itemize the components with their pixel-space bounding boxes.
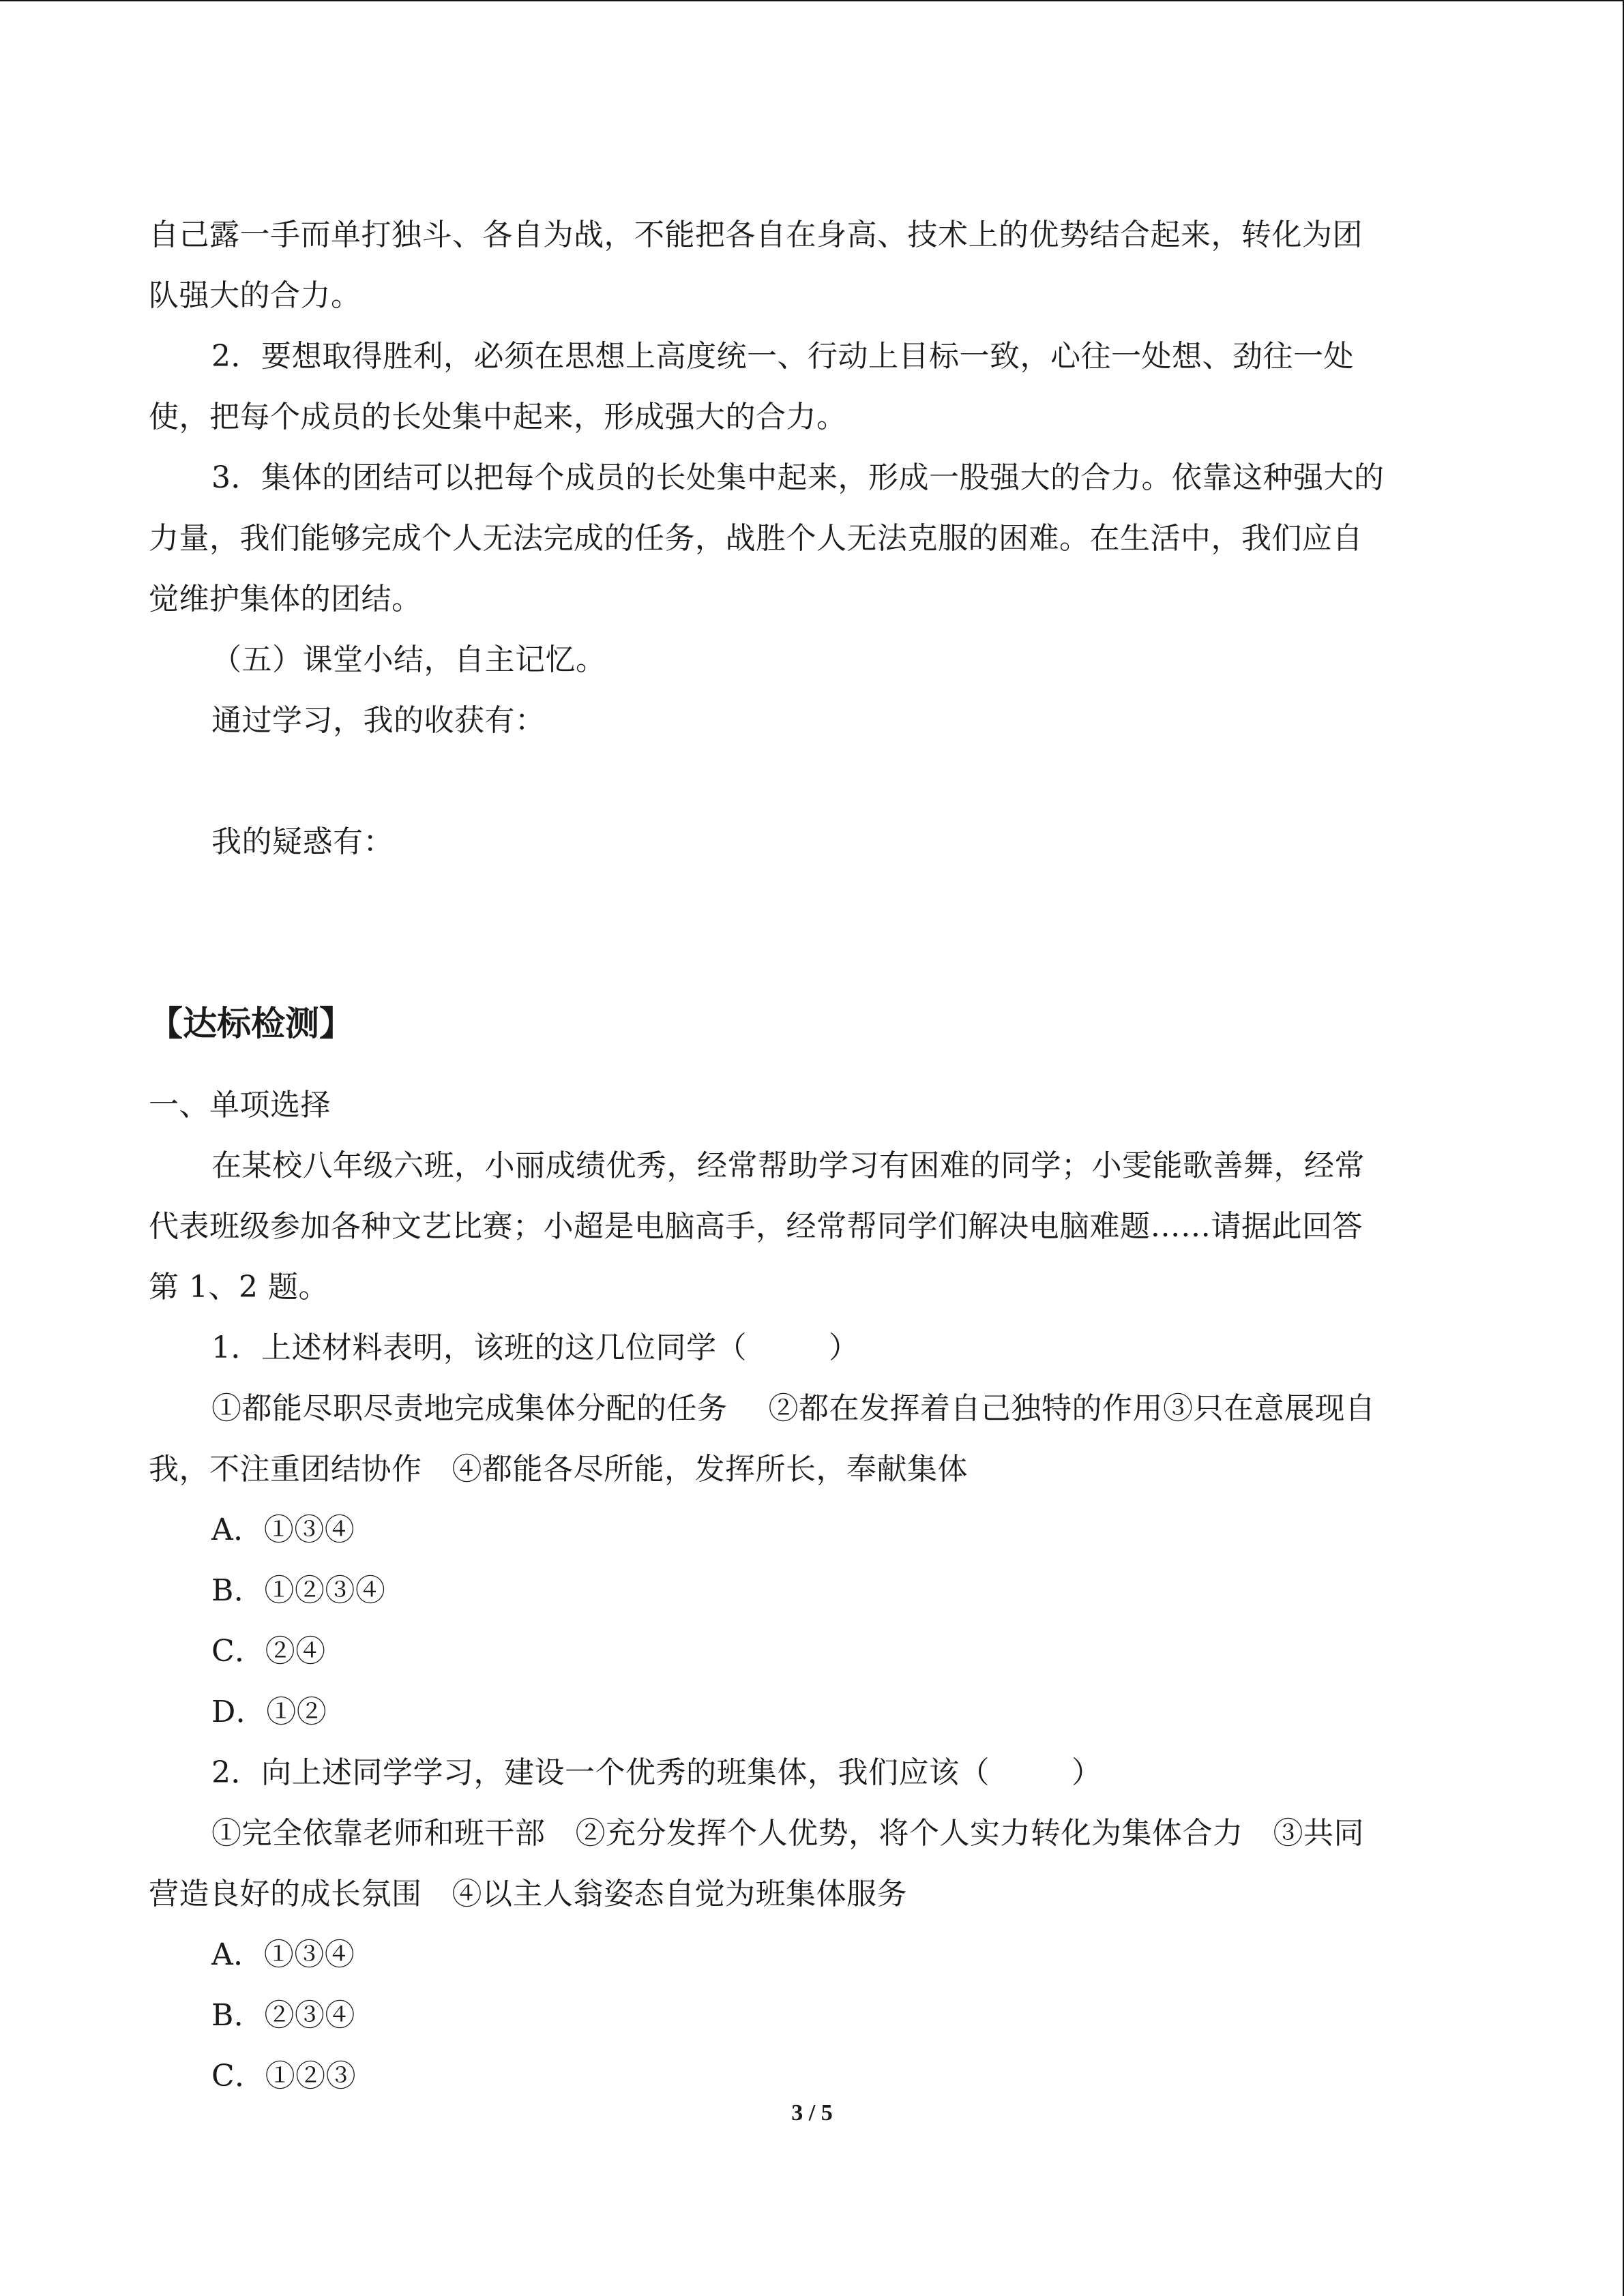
statement: 我，不注重团结协作	[149, 1452, 422, 1487]
choice-option: A．①③④	[211, 1512, 355, 1547]
section-heading: 【达标检测】	[149, 1004, 353, 1043]
question-stem-close: ）	[829, 1330, 859, 1365]
gains-answer-space	[149, 751, 1483, 811]
paragraph-line: 3．集体的团结可以把每个成员的长处集中起来，形成一股强大的合力。依靠这种强大的	[211, 460, 1385, 495]
document-content	[149, 205, 1483, 2106]
page-number: 3 / 5	[791, 2100, 833, 2126]
statement: ②都在发挥着自己独特的作用③只在意展现自	[768, 1391, 1376, 1426]
choice-option: C．①②③	[211, 2059, 357, 2093]
choice-option: B．①②③④	[211, 1573, 386, 1608]
doubts-prompt: 我的疑惑有：	[211, 824, 394, 859]
statement: ③共同	[1273, 1816, 1364, 1851]
question-intro: 在某校八年级六班，小丽成绩优秀，经常帮助学习有困难的同学；小雯能歌善舞，经常	[211, 1148, 1365, 1183]
choice-option: D．①②	[211, 1695, 327, 1729]
paragraph-line: 队强大的合力。	[149, 278, 361, 313]
paragraph-line: 自己露一手而单打独斗、各自为战，不能把各自在身高、技术上的优势结合起来，转化为团	[149, 218, 1363, 252]
paragraph-line: 觉维护集体的团结。	[149, 582, 422, 616]
question-1-statements	[149, 1439, 1483, 1500]
choice-option: A．①③④	[211, 1937, 355, 1972]
question-2-statements	[149, 1803, 1483, 1864]
summary-title: （五）课堂小结，自主记忆。	[211, 642, 606, 677]
statement: ①都能尽职尽责地完成集体分配的任务	[211, 1391, 728, 1426]
question-1-statements	[149, 1378, 1483, 1439]
subsection-title: 一、单项选择	[149, 1088, 331, 1122]
question-intro: 第 1、2 题。	[149, 1270, 329, 1304]
doubts-answer-space	[149, 872, 1483, 994]
question-2-statements	[149, 1864, 1483, 1924]
statement: ④都能各尽所能，发挥所长，奉献集体	[452, 1452, 968, 1487]
choice-option: C．②④	[211, 1634, 326, 1669]
question-intro: 代表班级参加各种文艺比赛；小超是电脑高手，经常帮同学们解决电脑难题……请据此回答	[149, 1209, 1363, 1244]
question-2-stem	[149, 1742, 1483, 1803]
gains-prompt: 通过学习，我的收获有：	[211, 703, 546, 738]
statement: 营造良好的成长氛围	[149, 1877, 422, 1911]
question-stem-text: 1．上述材料表明，该班的这几位同学（	[211, 1330, 747, 1365]
statement: ④以主人翁姿态自觉为班集体服务	[452, 1877, 907, 1911]
choice-option: B．②③④	[211, 1998, 355, 2033]
paragraph-line: 2．要想取得胜利，必须在思想上高度统一、行动上目标一致，心往一处想、劲往一处	[211, 339, 1354, 374]
question-stem-text: 2．向上述同学学习，建设一个优秀的班集体，我们应该（	[211, 1755, 990, 1790]
question-stem-close: ）	[1072, 1755, 1102, 1790]
question-1-stem	[149, 1317, 1483, 1378]
statement: ②充分发挥个人优势，将个人实力转化为集体合力	[575, 1816, 1243, 1851]
paragraph-line: 使，把每个成员的长处集中起来，形成强大的合力。	[149, 400, 847, 434]
paragraph-line: 力量，我们能够完成个人无法完成的任务，战胜个人无法克服的困难。在生活中，我们应自	[149, 521, 1363, 556]
statement: ①完全依靠老师和班干部	[211, 1816, 546, 1851]
